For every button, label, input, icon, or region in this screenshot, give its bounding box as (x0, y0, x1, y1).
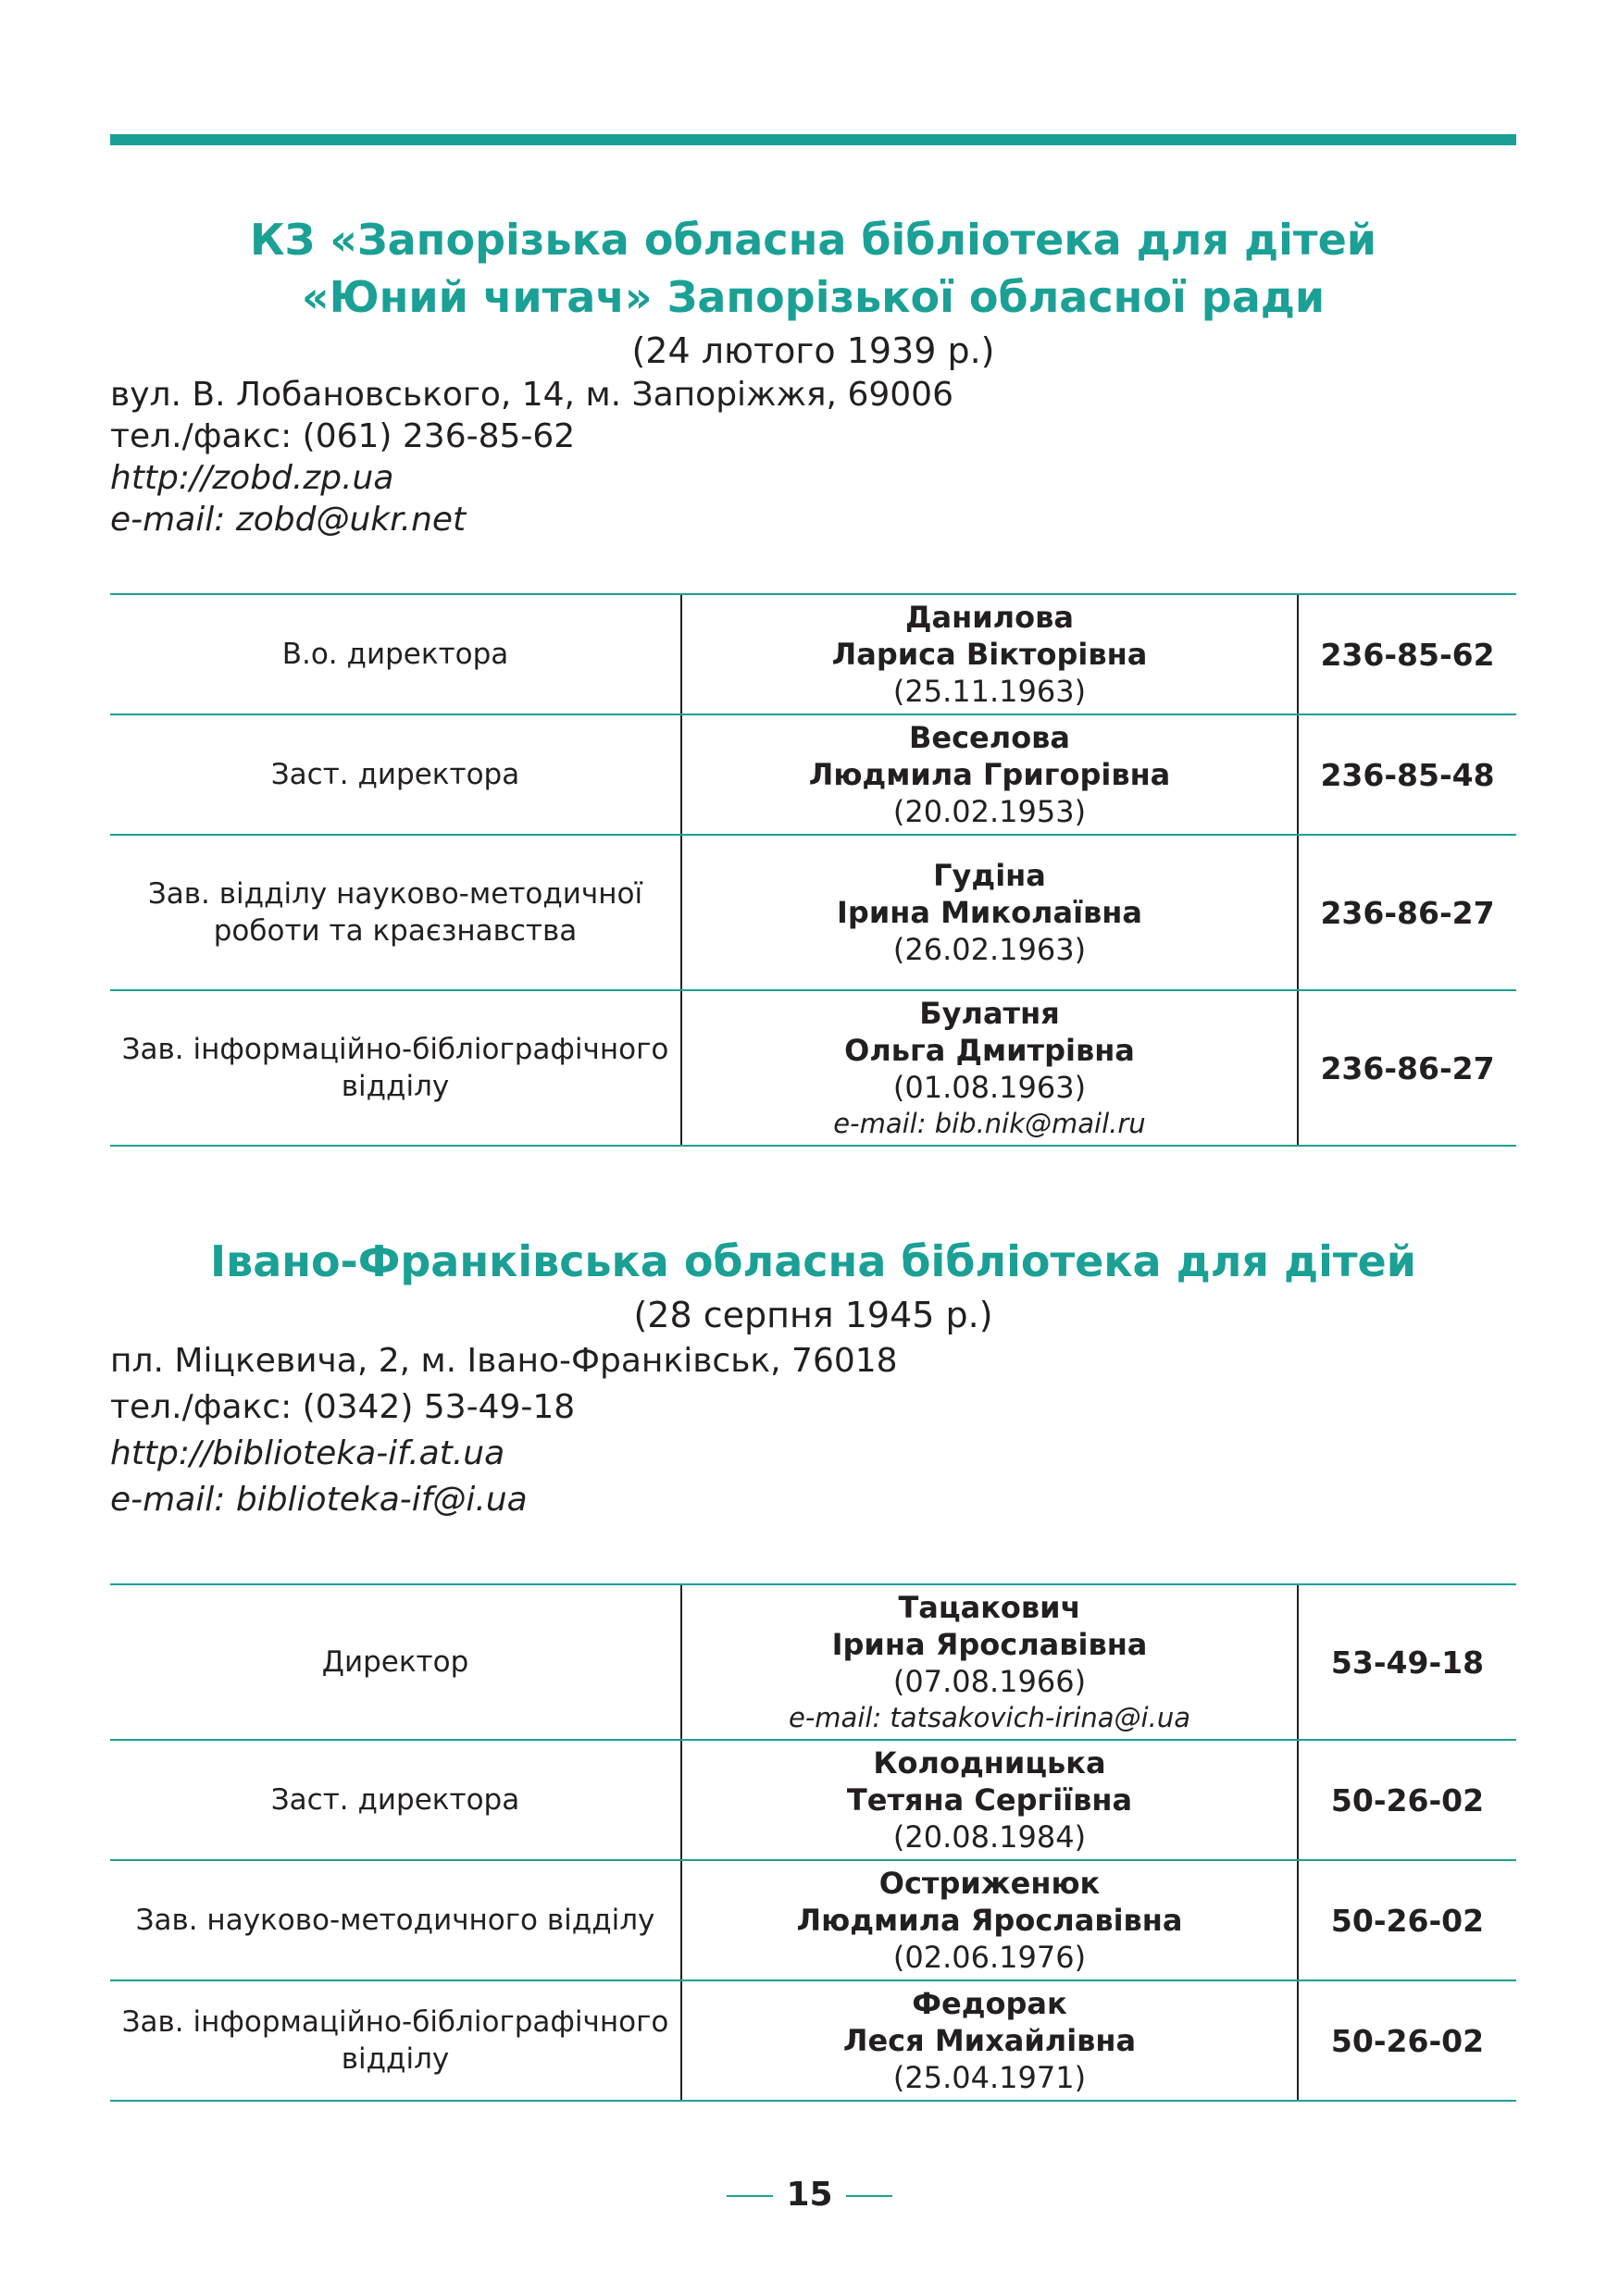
library-phone: тел./факс: (0342) 53-49-18 (110, 1388, 576, 1426)
phone-cell: 236-85-48 (1298, 714, 1516, 835)
phone-cell: 50-26-02 (1298, 1980, 1516, 2101)
position-cell: Зав. відділу науково-методичної роботи та краєзнавства (110, 835, 681, 990)
person-given-name: Лариса Вікторівна (831, 637, 1148, 672)
library-title-line: «Юний читач» Запорізької обласної ради (301, 272, 1326, 322)
position-cell: В.о. директора (110, 594, 681, 714)
person-given-name: Леся Михайлівна (842, 2023, 1137, 2058)
phone-cell: 236-86-27 (1298, 835, 1516, 990)
phone-cell: 53-49-18 (1298, 1584, 1516, 1740)
person-birthdate: (25.04.1971) (892, 2060, 1087, 2095)
person-birthdate: (20.02.1953) (892, 794, 1087, 829)
staff-table (110, 1583, 1516, 2102)
person-birthdate: (25.11.1963) (892, 674, 1087, 709)
table-row (110, 1860, 1516, 1980)
position-cell: Директор (110, 1584, 681, 1740)
person-cell (681, 990, 1298, 1146)
person-given-name: Ірина Ярославівна (831, 1627, 1148, 1662)
table-row (110, 714, 1516, 835)
person-cell (681, 1980, 1298, 2101)
library-phone: тел./факс: (061) 236-85-62 (110, 417, 576, 455)
phone-cell: 236-86-27 (1298, 990, 1516, 1146)
library-email-link[interactable]: e-mail: zobd@ukr.net (110, 501, 467, 539)
person-birthdate: (01.08.1963) (892, 1070, 1087, 1105)
person-email-link[interactable]: e-mail: tatsakovich-irina@i.ua (789, 1702, 1190, 1733)
person-given-name: Тетяна Сергіївна (846, 1782, 1133, 1818)
position-cell: Заст. директора (110, 1740, 681, 1860)
table-row (110, 990, 1516, 1146)
person-cell (681, 1740, 1298, 1860)
person-cell (681, 1860, 1298, 1980)
person-surname: Тацакович (898, 1590, 1081, 1625)
person-birthdate: (07.08.1966) (892, 1664, 1087, 1699)
person-surname: Булатня (919, 996, 1060, 1031)
library-title (110, 211, 1516, 326)
person-cell (681, 714, 1298, 835)
person-birthdate: (02.06.1976) (892, 1940, 1087, 1975)
person-surname: Федорак (912, 1986, 1067, 2021)
table-row (110, 1740, 1516, 1860)
position-cell: Зав. інформаційно-бібліографічного відділу (110, 1980, 681, 2101)
person-given-name: Ірина Миколаївна (837, 895, 1142, 930)
person-birthdate: (26.02.1963) (892, 932, 1087, 967)
founded-date: (28 серпня 1945 р.) (633, 1295, 993, 1335)
top-accent-rule (110, 134, 1516, 145)
person-given-name: Людмила Григорівна (808, 757, 1171, 792)
phone-cell: 50-26-02 (1298, 1740, 1516, 1860)
table-row (110, 594, 1516, 714)
library-website-link[interactable]: http://zobd.zp.ua (110, 459, 394, 497)
person-surname: Веселова (908, 720, 1071, 755)
library-address: пл. Міцкевича, 2, м. Івано-Франківськ, 76018 (110, 1342, 898, 1380)
library-title (110, 1233, 1516, 1290)
position-cell: Зав. інформаційно-бібліографічного відділу (110, 990, 681, 1146)
library-email-link[interactable]: e-mail: biblioteka-if@i.ua (110, 1481, 528, 1519)
person-cell (681, 1584, 1298, 1740)
position-cell: Заст. директора (110, 714, 681, 835)
table-row (110, 1584, 1516, 1740)
table-row (110, 1980, 1516, 2101)
founded-date: (24 лютого 1939 р.) (631, 330, 995, 371)
person-surname: Гудіна (933, 858, 1046, 893)
library-address: вул. В. Лобановського, 14, м. Запоріжжя, 69006 (110, 376, 953, 414)
person-surname: Остриженюк (878, 1866, 1101, 1901)
person-cell (681, 594, 1298, 714)
library-section-ivano-frankivsk (110, 1233, 1516, 1523)
person-cell (681, 835, 1298, 990)
page-number-dash-right (846, 2195, 892, 2197)
person-email-link[interactable]: e-mail: bib.nik@mail.ru (833, 1108, 1146, 1139)
table-row (110, 835, 1516, 990)
person-given-name: Ольга Дмитрівна (844, 1033, 1135, 1068)
staff-table (110, 593, 1516, 1147)
person-given-name: Людмила Ярославівна (796, 1903, 1183, 1938)
phone-cell: 236-85-62 (1298, 594, 1516, 714)
library-website-link[interactable]: http://biblioteka-if.at.ua (110, 1434, 505, 1472)
page-number-value: 15 (786, 2176, 833, 2214)
library-title-line: Івано-Франківська обласна бібліотека для дітей (209, 1236, 1416, 1286)
person-birthdate: (20.08.1984) (892, 1819, 1087, 1855)
page-number-dash-left (727, 2195, 773, 2197)
library-title-line: КЗ «Запорізька обласна бібліотека для дітей (249, 215, 1377, 265)
person-surname: Колодницька (873, 1745, 1106, 1781)
person-surname: Данилова (905, 600, 1074, 635)
position-cell: Зав. науково-методичного відділу (110, 1860, 681, 1980)
library-section-zaporizhzhia (110, 211, 1516, 540)
page-number (0, 2177, 1619, 2214)
phone-cell: 50-26-02 (1298, 1860, 1516, 1980)
